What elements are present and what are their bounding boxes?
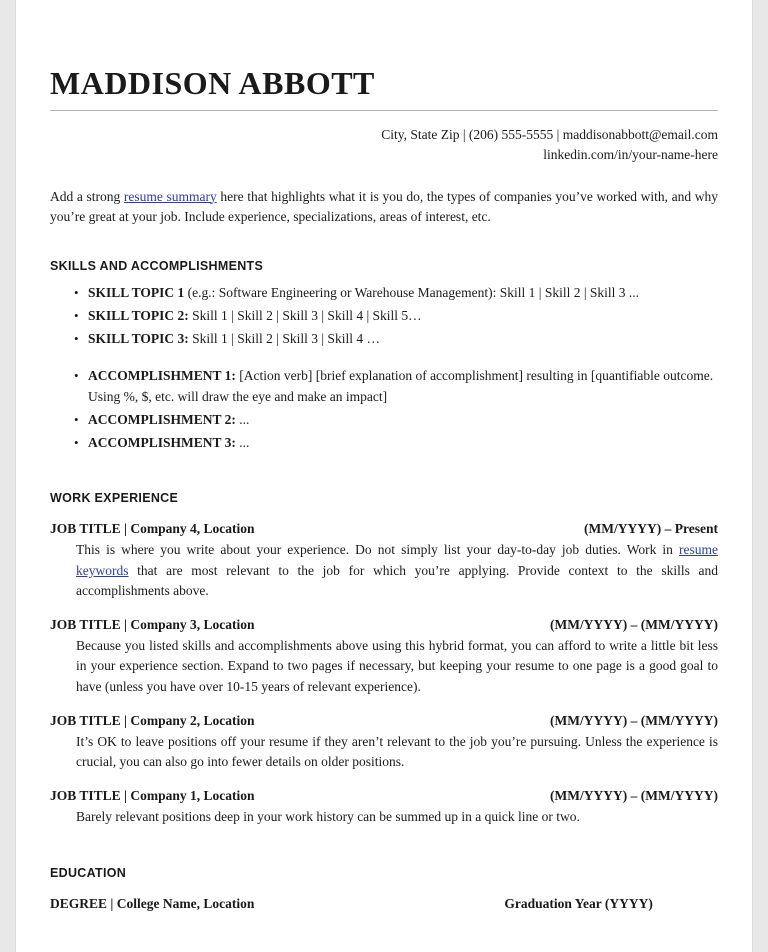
work-entry-header xyxy=(50,617,718,633)
summary-text-before: Add a strong xyxy=(50,188,124,204)
job-dates: (MM/YYYY) – (MM/YYYY) xyxy=(550,617,718,633)
resume-summary-link[interactable]: resume summary xyxy=(123,188,217,204)
page-title: MADDISON ABBOTT xyxy=(50,65,375,101)
accomplishment-label: ACCOMPLISHMENT 3: xyxy=(88,434,236,450)
degree-text: DEGREE | College Name, Location xyxy=(50,895,255,911)
skill-topic-text: (e.g.: Software Engineering or Warehouse Management): Skill 1 | Skill 2 | Skill 3 ... xyxy=(184,285,640,301)
work-entry xyxy=(50,788,718,827)
skill-topic-text: Skill 1 | Skill 2 | Skill 3 | Skill 4 … xyxy=(188,330,380,346)
section-title-work: WORK EXPERIENCE xyxy=(50,491,179,506)
skill-topic-text: Skill 1 | Skill 2 | Skill 3 | Skill 4 | Skill 5… xyxy=(188,307,422,323)
work-entry xyxy=(50,713,718,773)
list-item xyxy=(88,433,718,454)
accomplishment-label: ACCOMPLISHMENT 1: xyxy=(88,367,236,383)
contact-line-2: linkedin.com/in/your-name-here xyxy=(543,146,718,162)
skills-list xyxy=(50,283,718,453)
accomplishment-text: ... xyxy=(235,411,250,427)
job-title: JOB TITLE | Company 3, Location xyxy=(50,617,255,633)
work-entry-header xyxy=(50,788,718,804)
list-item xyxy=(88,410,718,431)
job-description xyxy=(76,540,718,601)
work-entry xyxy=(50,521,718,601)
top-spacer xyxy=(16,0,752,64)
education-entry xyxy=(50,896,718,912)
section-title-education: EDUCATION xyxy=(50,865,127,880)
contact-line-1: City, State Zip | (206) 555-5555 | maddisonabbott@email.com xyxy=(381,127,718,143)
header-divider xyxy=(50,110,718,111)
resume-summary-paragraph xyxy=(50,187,718,228)
job-title: JOB TITLE | Company 4, Location xyxy=(50,521,255,537)
skill-topic-label: SKILL TOPIC 1 xyxy=(88,285,185,301)
skill-topic-label: SKILL TOPIC 2: xyxy=(88,307,189,323)
accomplishment-label: ACCOMPLISHMENT 2: xyxy=(88,411,236,427)
job-description: It’s OK to leave positions off your resume if they aren’t relevant to the job you’re pursuing. Unless the experience is crucial, you can also go into fewer details on older positions. xyxy=(76,733,718,770)
resume-content xyxy=(16,64,752,912)
list-item xyxy=(88,283,718,304)
job-title: JOB TITLE | Company 2, Location xyxy=(50,712,255,728)
job-dates: (MM/YYYY) – (MM/YYYY) xyxy=(550,788,718,804)
accomplishment-text: ... xyxy=(235,434,250,450)
resume-page xyxy=(16,0,752,952)
job-desc-after: that are most relevant to the job for which you’re applying. Provide context to the skills and accomplishments above. xyxy=(76,562,718,598)
graduation-year: Graduation Year (YYYY) xyxy=(504,895,653,911)
work-entry-header xyxy=(50,521,718,537)
job-desc-before: This is where you write about your experience. Do not simply list your day-to-day job duties. Work in xyxy=(76,542,680,558)
job-dates: (MM/YYYY) – Present xyxy=(584,521,718,537)
skill-topic-label: SKILL TOPIC 3: xyxy=(88,330,189,346)
work-entry-header xyxy=(50,713,718,729)
accomplishment-text: [Action verb] [brief explanation of accomplishment] resulting in [quantifiable outcome. Using %, $, etc. will draw the eye and make an impact] xyxy=(88,367,714,404)
resume-keywords-link[interactable]: resume keywords xyxy=(76,542,718,578)
job-description: Because you listed skills and accomplishments above using this hybrid format, you can afford to write a little bit less in your experience section. Expand to two pages if necessary, but keeping your resume to one page is a good goal to have (unless you have over 10-15 years of relevant experience). xyxy=(76,638,718,694)
list-item xyxy=(88,366,718,408)
list-item xyxy=(88,329,718,350)
contact-block xyxy=(50,125,718,164)
work-entry xyxy=(50,617,718,697)
job-dates: (MM/YYYY) – (MM/YYYY) xyxy=(550,712,718,728)
job-description: Barely relevant positions deep in your work history can be summed up in a quick line or two. xyxy=(76,809,580,825)
job-title: JOB TITLE | Company 1, Location xyxy=(50,788,255,804)
list-spacer xyxy=(88,352,718,364)
list-item xyxy=(88,306,718,327)
section-title-skills: SKILLS AND ACCOMPLISHMENTS xyxy=(50,259,264,274)
summary-text-after: here that highlights what it is you do, the types of companies you’ve worked with, and why you’re great at your job. Include experience, specializations, areas of interest, etc. xyxy=(50,188,718,224)
